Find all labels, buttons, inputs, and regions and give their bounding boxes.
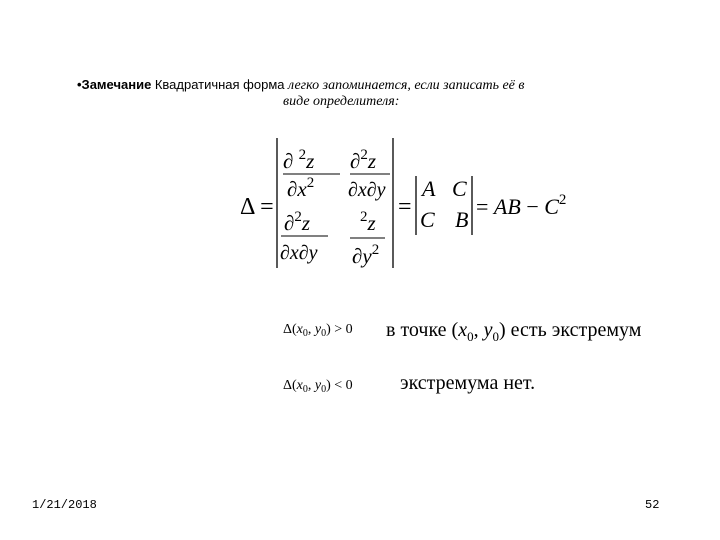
cell-21-numerator: ∂$^2$z: [284, 209, 311, 235]
condition-1-text: в точке ($x_0$, $y_0$) есть экстремум: [386, 319, 642, 344]
cell-21-denominator: ∂x∂y: [280, 242, 318, 264]
equals-sign: =: [398, 194, 412, 220]
remark-line-2: виде определителя:: [283, 94, 400, 109]
det2-A: A: [422, 176, 436, 201]
condition-1-lhs: $\Delta(x_0$, $y_0) > 0$: [283, 322, 353, 339]
cell-12-numerator: ∂$^2$z: [350, 147, 377, 173]
cell-11-denominator: $\partial x^2$: [287, 175, 315, 201]
det2-C-bottom: C: [420, 207, 435, 232]
result-expression: = AB − $C^2$: [476, 192, 567, 219]
det2-B: B: [455, 207, 469, 232]
cell-11-numerator: ∂ $^2$z: [283, 147, 315, 173]
cell-22-numerator: $^2$z: [360, 209, 376, 235]
delta-equals: Δ =: [240, 194, 274, 220]
cell-12-denominator: ∂x∂y: [348, 179, 386, 201]
cell-22-denominator: $\partial y^2$: [352, 242, 380, 268]
condition-2-lhs: $\Delta(x_0$, $y_0) < 0$: [283, 378, 353, 395]
condition-2-text: экстремума нет.: [400, 372, 536, 394]
remark-lead-text: Квадратичная форма: [154, 77, 285, 92]
det2-C-top: C: [452, 176, 467, 201]
footer-page-number: 52: [645, 498, 660, 512]
footer-date: 1/21/2018: [32, 498, 97, 512]
remark-line-1: легко запоминается, если записать её в: [288, 78, 525, 93]
remark-label: •Замечание: [77, 77, 152, 92]
